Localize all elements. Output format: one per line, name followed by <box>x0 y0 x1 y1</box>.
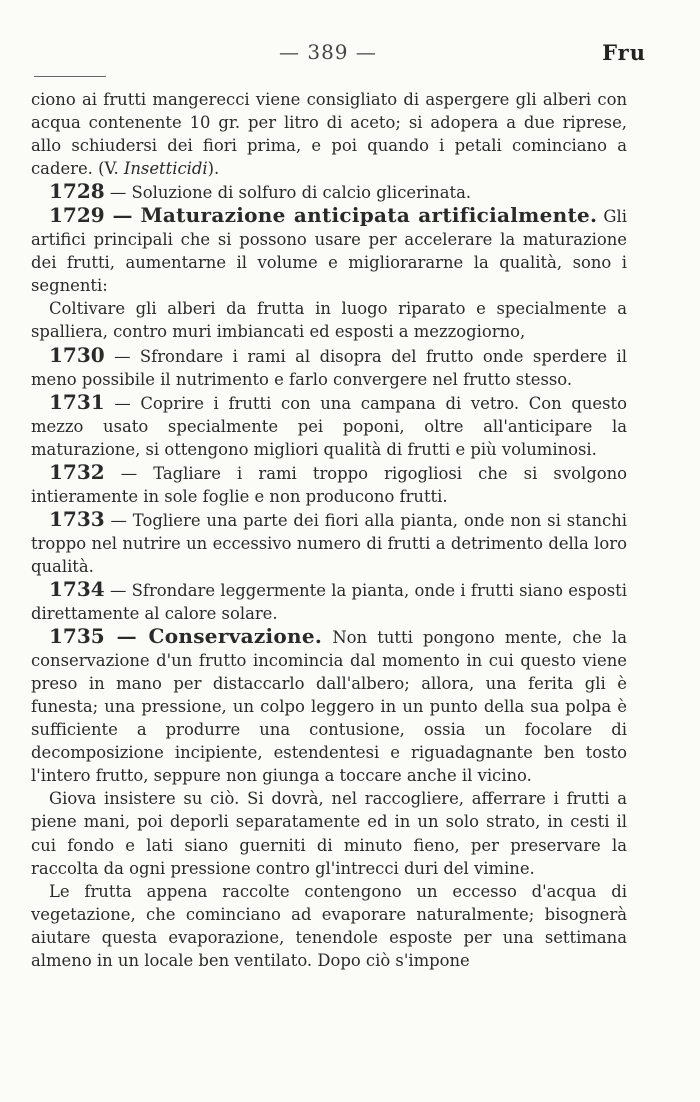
entry-1730 <box>31 344 627 391</box>
entry-text: — Tagliare i rami troppo rigogliosi che si svolgono intieramente in sole foglie e non producono frutti. <box>31 463 627 506</box>
entry-number: 1731 <box>49 389 105 414</box>
entry-dash: — <box>104 624 149 649</box>
paragraph <box>31 787 627 879</box>
entry-1732 <box>31 461 627 508</box>
paragraph <box>31 297 627 343</box>
paragraph-continuation <box>31 88 627 180</box>
entry-text: Gli artifici principali che si possono usare per accelerare la maturazione dei frutti, aumentarne il volume e migliorararne la qualità, sono i segnenti: <box>31 207 627 296</box>
paragraph-text: Coltivare gli alberi da frutta in luogo riparato e specialmente a spalliera, contro muri imbiancati ed esposti a mezzogiorno, <box>31 299 627 342</box>
entry-text: — Sfrondare leggermente la pianta, onde i frutti siano esposti direttamente al calore solare. <box>31 580 627 624</box>
entry-number: 1732 <box>49 459 105 484</box>
entry-text: — Sfrondare i rami al disopra del frutto onde sperdere il meno possibile il nutrimento e farlo convergere nel frutto stesso. <box>31 346 627 389</box>
entry-number: 1733 <box>49 506 105 531</box>
entry-text: — Coprire i frutti con una campana di vetro. Con questo mezzo usato specialmente pei poponi, oltre all'anticipare la maturazione, si ottengono migliori qualità di frutti e più voluminosi. <box>31 393 627 459</box>
paragraph-text: Giova insistere su ciò. Si dovrà, nel raccogliere, afferrare i frutti a piene mani, poi deporli separatamente ed in un solo strato, in cesti il cui fondo e lati siano guerniti di minuto fieno, per preservare la raccolta da ogni pressione contro gl'intrecci duri del vimine. <box>31 789 627 878</box>
entry-1728 <box>31 180 627 204</box>
entry-1729 <box>31 204 627 297</box>
header-rule <box>34 76 106 77</box>
entry-1731 <box>31 391 627 461</box>
page-body <box>31 88 627 972</box>
entry-dash: — <box>104 203 141 228</box>
entry-text: — Togliere una parte dei fiori alla pianta, onde non si stanchi troppo nel nutrire un eccessivo numero di frutti a detrimento della loro qualità. <box>31 510 627 576</box>
section-heading: Maturazione anticipata artificialmente. <box>140 203 598 228</box>
page-number: — 389 — <box>279 40 377 64</box>
section-heading: Conservazione. <box>148 624 323 649</box>
entry-1733 <box>31 508 627 578</box>
entry-number: 1729 <box>49 203 105 228</box>
entry-1735 <box>31 625 627 787</box>
entry-1734 <box>31 578 627 625</box>
entry-text: Non tutti pongono mente, che la conservazione d'un frutto incomincia dal momento in cui questo viene preso in mano per distaccarlo dall'albero; allora, una ferita gli è funesta; una pressione, un colpo leggero in un punto della sua polpa è sufficiente a produrre una contusione, ossia un focolare di decomposizione incipiente, estendentesi e riguadagnante ben tosto l'intero frutto, seppure non giunga a toccare anche il vicino. <box>31 628 627 786</box>
cross-reference: Insetticidi <box>123 159 208 179</box>
paragraph-text: ciono ai frutti mangerecci viene consigliato di aspergere gli alberi con acqua contenente 10 gr. per litro di aceto; si adopera a due riprese, allo schiudersi dei fiori prima, e poi quando i petali cominciano a cadere. (V. <box>31 90 627 179</box>
paragraph <box>31 880 627 972</box>
page-header <box>34 36 646 70</box>
paragraph-text: ). <box>207 159 220 179</box>
entry-number: 1735 <box>49 624 105 649</box>
running-head: Fru <box>602 40 646 65</box>
entry-number: 1734 <box>49 576 105 601</box>
entry-text: — Soluzione di solfuro di calcio glicerinata. <box>104 183 472 203</box>
entry-number: 1728 <box>49 179 105 204</box>
entry-number: 1730 <box>49 342 105 367</box>
paragraph-text: Le frutta appena raccolte contengono un eccesso d'acqua di vegetazione, che cominciano ad evaporare naturalmente; bisognerà aiutare questa evaporazione, tenendole esposte per una settimana almeno in un locale ben ventilato. Dopo ciò s'impone <box>31 881 627 970</box>
